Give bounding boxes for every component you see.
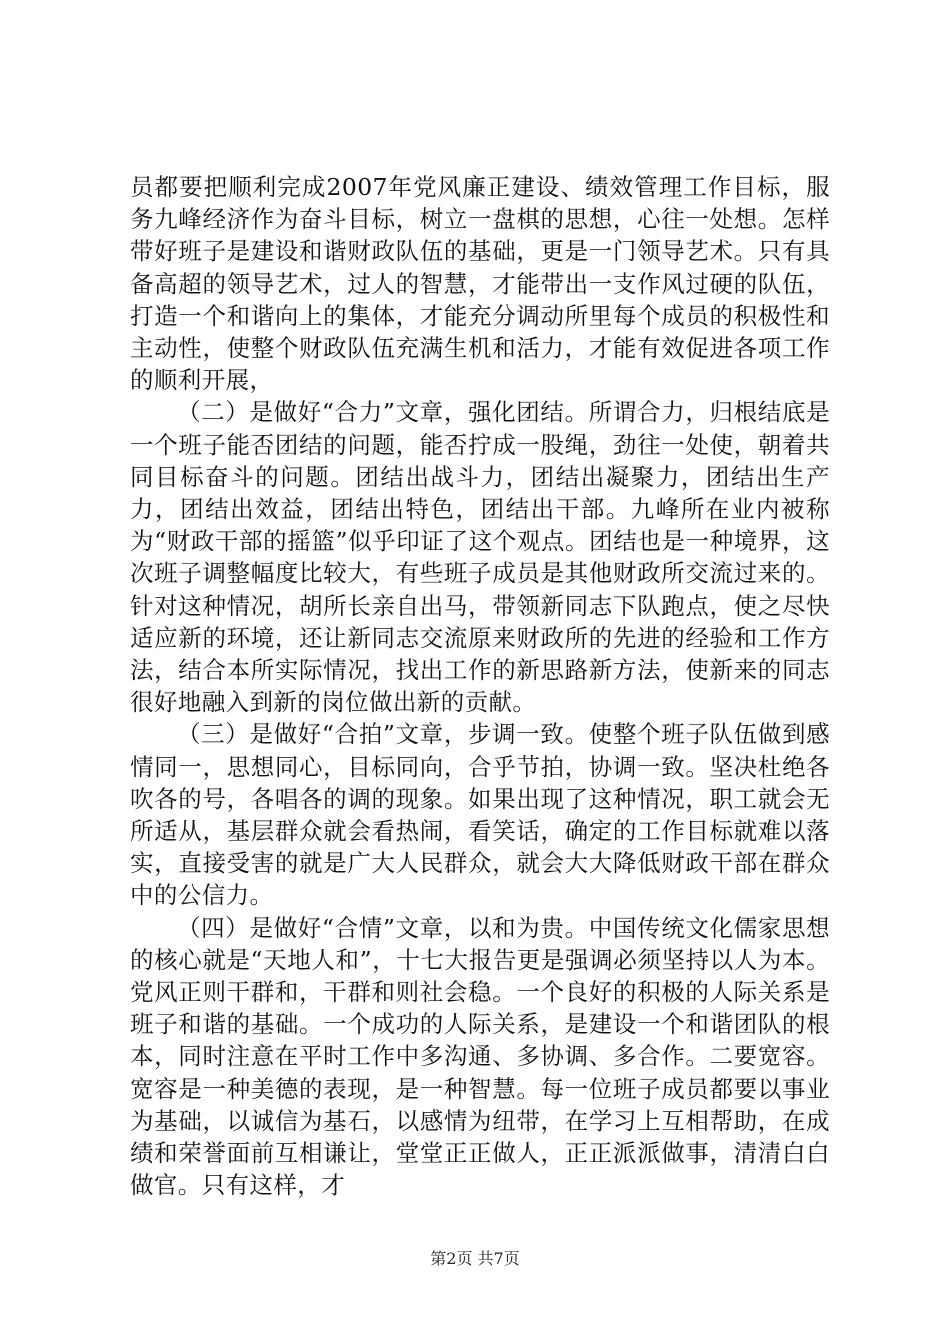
document-body [130, 171, 830, 1202]
paragraph-section-2: （二）是做好“合力”文章，强化团结。所谓合力，归根结底是一个班子能否团结的问题，能否拧成一股绳，劲往一处使，朝着共同目标奋斗的问题。团结出战斗力，团结出凝聚力，团结出生产力，团结出效益，团结出特色，团结出干部。九峰所在业内被称为“财政干部的摇篮”似乎印证了这个观点。团结也是一种境界，这次班子调整幅度比较大，有些班子成员是其他财政所交流过来的。针对这种情况，胡所长亲自出马，带领新同志下队跑点，使之尽快适应新的环境，还让新同志交流原来财政所的先进的经验和工作方法，结合本所实际情况，找出工作的新思路新方法，使新来的同志很好地融入到新的岗位做出新的贡献。 [130, 398, 830, 717]
paragraph-section-4: （四）是做好“合情”文章，以和为贵。中国传统文化儒家思想的核心就是“天地人和”，十七大报告更是强调必须坚持以人为本。党风正则干群和，干群和则社会稳。一个良好的积极的人际关系是班子和谐的基础。一个成功的人际关系，是建设一个和谐团队的根本，同时注意在平时工作中多沟通、多协调、多合作。二要宽容。宽容是一种美德的表现，是一种智慧。每一位班子成员都要以事业为基础，以诚信为基石，以感情为纽带，在学习上互相帮助，在成绩和荣誉面前互相谦让，堂堂正正做人，正正派派做事，清清白白做官。只有这样，才 [130, 913, 830, 1200]
paragraph-continuation: 员都要把顺利完成2007年党风廉正建设、绩效管理工作目标，服务九峰经济作为奋斗目标，树立一盘棋的思想，心往一处想。怎样带好班子是建设和谐财政队伍的基础，更是一门领导艺术。只有具备高超的领导艺术，过人的智慧，才能带出一支作风过硬的队伍，打造一个和谐向上的集体，才能充分调动所里每个成员的积极性和主动性，使整个财政队伍充满生机和活力，才能有效促进各项工作的顺利开展， [130, 173, 830, 395]
page-footer: 第2页 共7页 [430, 1249, 520, 1268]
paragraph-section-3: （三）是做好“合拍”文章，步调一致。使整个班子队伍做到感情同一，思想同心，目标同向，合乎节拍，协调一致。坚决杜绝各吹各的号，各唱各的调的现象。如果出现了这种情况，职工就会无所适从，基层群众就会看热闹，看笑话，确定的工作目标就难以落实，直接受害的就是广大人民群众，就会大大降低财政干部在群众中的公信力。 [130, 720, 830, 910]
